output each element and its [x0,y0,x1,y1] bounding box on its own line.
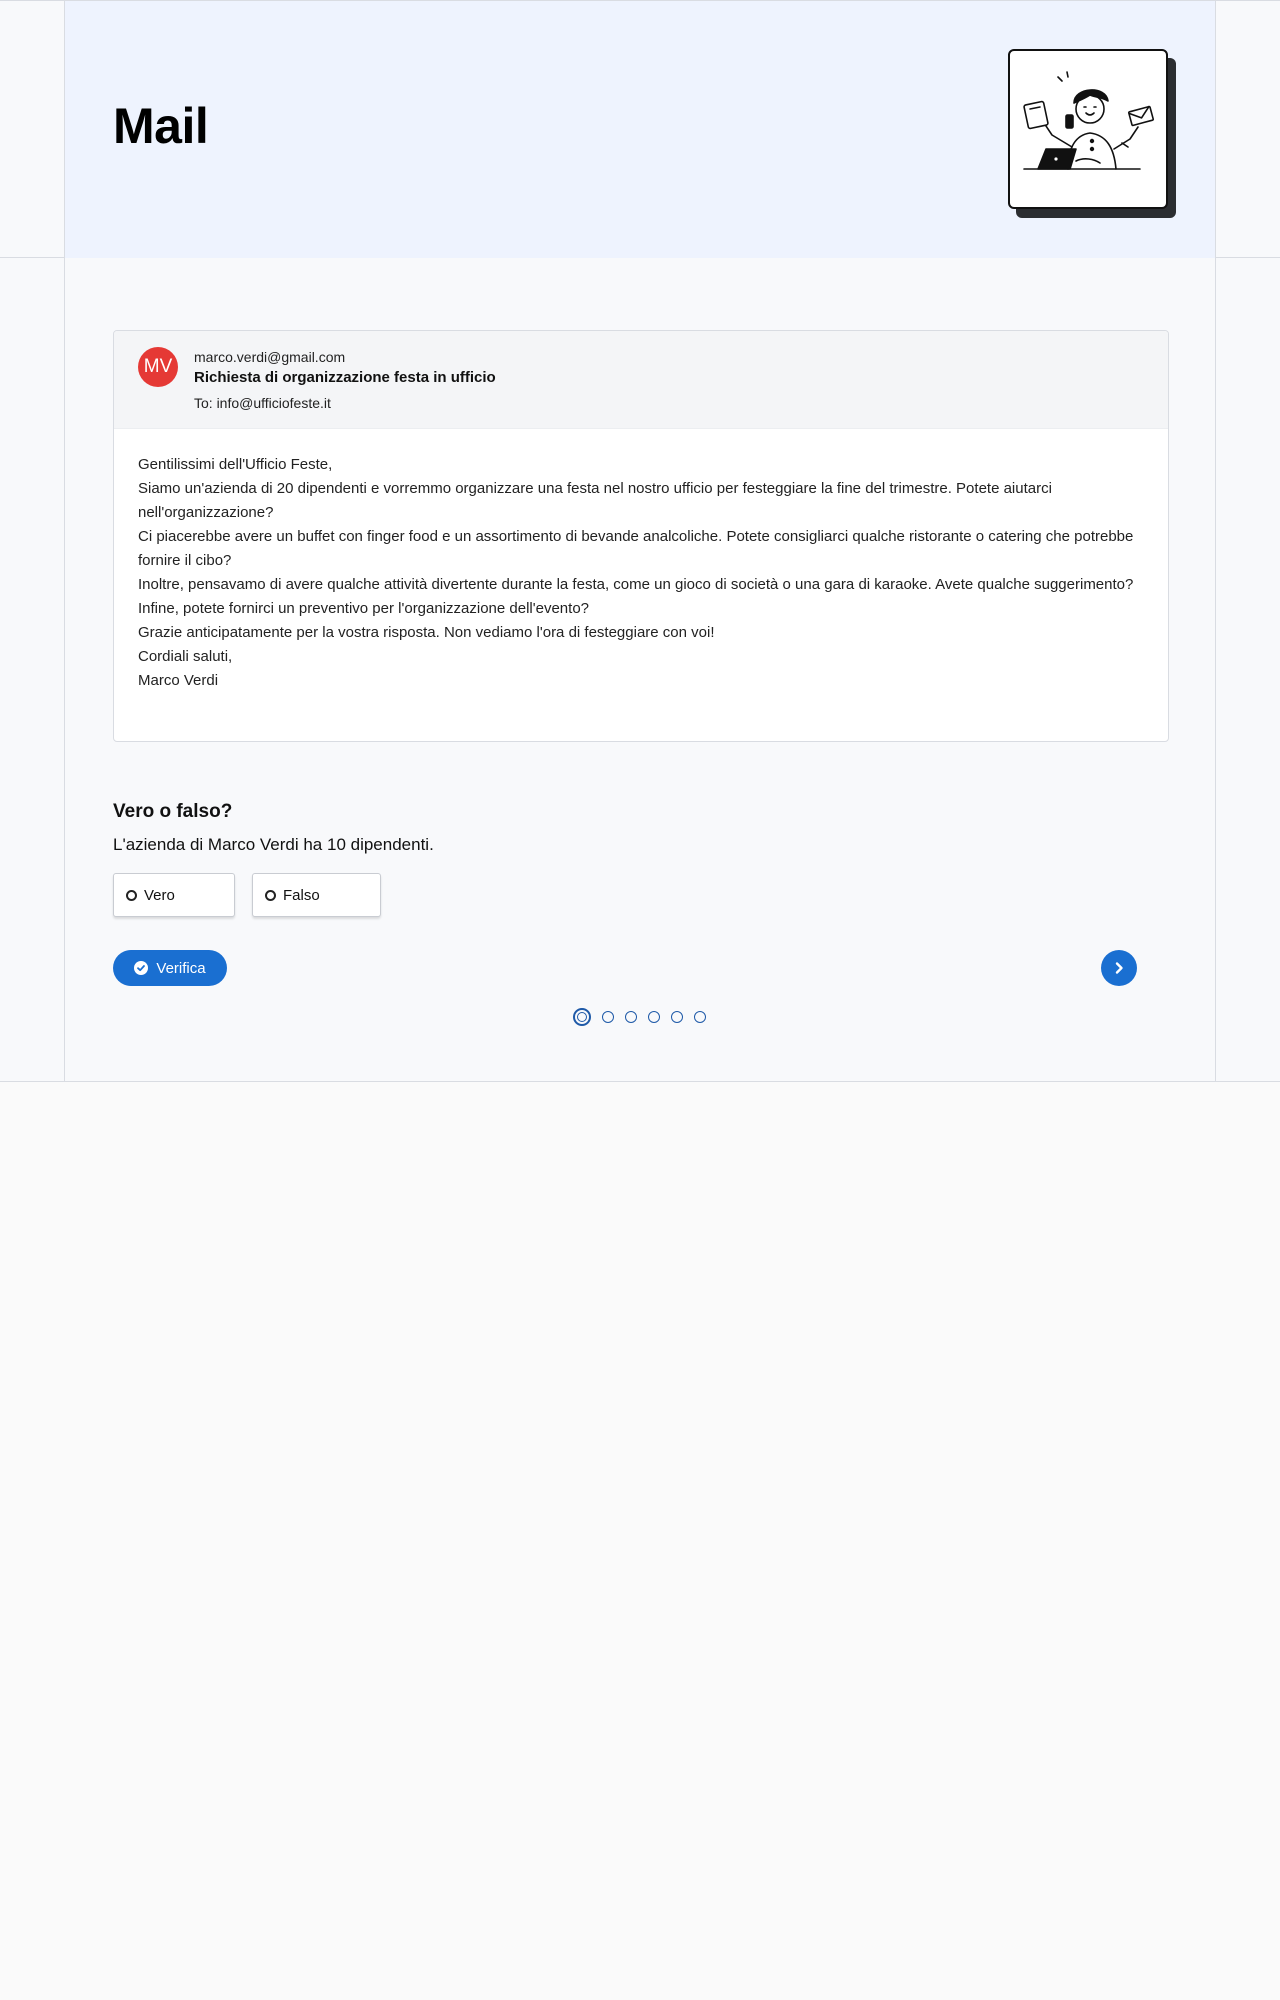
email-body-line: Ci piacerebbe avere un buffet con finger food e un assortimento di bevande analcoliche. Potete consigliarci qualche ristorante o catering che potrebbe fornire il cibo? [138,528,1134,569]
header-band [0,0,1280,258]
email-header [114,331,1168,429]
illustration-drawing [1010,51,1165,206]
step-indicator [573,1007,706,1027]
radio-icon [265,890,276,901]
next-button[interactable] [1101,950,1137,986]
option-label: Falso [283,886,320,904]
step-dot-3[interactable] [625,1011,637,1023]
email-body-line: Siamo un'azienda di 20 dipendenti e vorremmo organizzare una festa nel nostro ufficio per festeggiare la fine del trimestre. Potete aiutarci nell'organizzazione? [138,480,1052,521]
chevron-right-icon [1112,961,1126,975]
check-circle-icon [134,961,148,975]
email-subject: Richiesta di organizzazione festa in ufficio [194,369,496,386]
header [64,1,1216,258]
check-mark [136,963,146,973]
email-body-line: Grazie anticipatamente per la vostra risposta. Non vediamo l'ora di festeggiare con voi! [138,624,715,641]
person-multitasking-illustration [1008,49,1168,209]
step-dot-2[interactable] [602,1011,614,1023]
email-body-line: Gentilissimi dell'Ufficio Feste, [138,456,333,473]
option-label: Vero [144,886,175,904]
verify-button[interactable] [113,950,227,986]
step-dot-5[interactable] [671,1011,683,1023]
verify-label: Verifica [156,959,206,977]
email-body [138,453,1148,693]
main-content [64,258,1216,1081]
email-card [113,330,1169,742]
email-from: marco.verdi@gmail.com [194,349,346,365]
option-falso[interactable] [252,873,381,917]
email-to: To: info@ufficiofeste.it [194,395,331,411]
email-body-line: Cordiali saluti, [138,648,233,665]
avatar: MV [138,347,178,387]
option-vero[interactable] [113,873,235,917]
step-dot-6[interactable] [694,1011,706,1023]
email-body-line: Inoltre, pensavamo di avere qualche attività divertente durante la festa, come un gioco di società o una gara di karaoke. Avete qualche suggerimento? [138,576,1134,593]
step-dot-4[interactable] [648,1011,660,1023]
quiz-title: Vero o falso? [113,801,233,822]
quiz-question: L'azienda di Marco Verdi ha 10 dipendenti. [113,835,434,854]
radio-icon [126,890,137,901]
step-dot-1[interactable] [573,1008,591,1026]
email-body-line: Marco Verdi [138,672,219,689]
page-title: Mail [113,98,209,154]
email-body-line: Infine, potete fornirci un preventivo per l'organizzazione dell'evento? [138,600,590,617]
main-band [0,258,1280,1082]
